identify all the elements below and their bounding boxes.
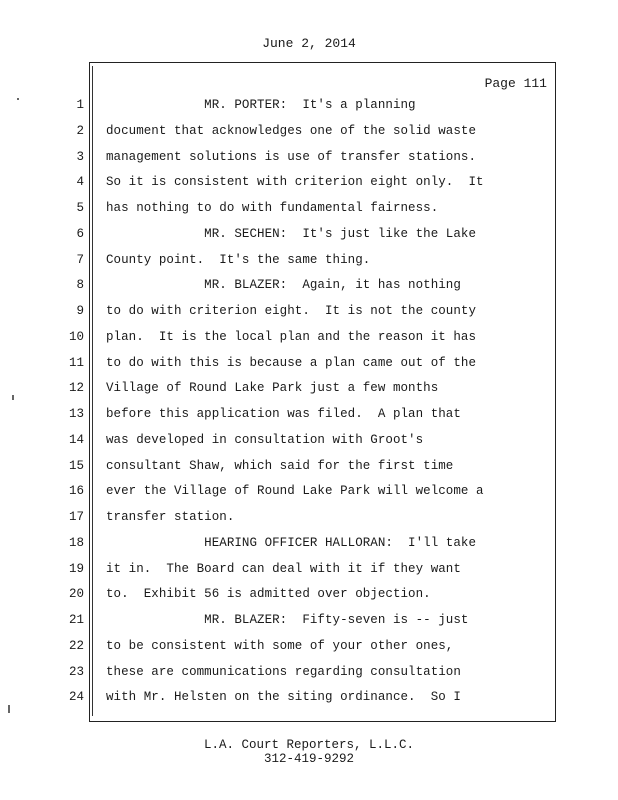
line-number: 1 bbox=[76, 98, 84, 112]
transcript-line-text: consultant Shaw, which said for the first time bbox=[106, 458, 454, 473]
transcript-line-text: So it is consistent with criterion eight only. It bbox=[106, 175, 484, 190]
transcript-line-text: ever the Village of Round Lake Park will welcome a bbox=[106, 484, 484, 499]
scan-speck bbox=[12, 395, 14, 400]
transcript-line-text: HEARING OFFICER HALLORAN: I'll take bbox=[106, 535, 477, 550]
line-number: 22 bbox=[68, 638, 84, 653]
transcript-line-text: MR. BLAZER: Again, it has nothing bbox=[106, 278, 461, 293]
transcript-line-text: management solutions is use of transfer stations. bbox=[106, 149, 477, 164]
line-number: 6 bbox=[76, 226, 84, 241]
line-number: 17 bbox=[68, 510, 84, 524]
transcript-line-text: was developed in consultation with Groot's bbox=[106, 432, 424, 447]
scan-speck bbox=[17, 98, 19, 100]
transcript-line-text: MR. BLAZER: Fifty-seven is -- just bbox=[106, 613, 469, 627]
line-number: 24 bbox=[68, 690, 84, 705]
transcript-line-text: Village of Round Lake Park just a few months bbox=[106, 381, 439, 396]
transcript-line-text: to do with criterion eight. It is not the county bbox=[106, 304, 477, 318]
transcript-line-text: with Mr. Helsten on the siting ordinance. So I bbox=[106, 690, 461, 705]
line-number: 2 bbox=[76, 123, 84, 138]
line-number: 5 bbox=[76, 201, 84, 215]
line-number: 19 bbox=[68, 561, 84, 576]
line-number: 4 bbox=[76, 175, 84, 190]
line-number: 9 bbox=[76, 304, 84, 318]
transcript-line-text: document that acknowledges one of the solid waste bbox=[106, 123, 477, 138]
line-number: 14 bbox=[68, 432, 84, 447]
line-number: 16 bbox=[68, 484, 84, 499]
line-number: 10 bbox=[68, 329, 84, 344]
line-number: 11 bbox=[68, 355, 84, 370]
document-date-header: June 2, 2014 bbox=[262, 36, 356, 51]
transcript-line-text: transfer station. bbox=[106, 510, 235, 524]
transcript-line-text: before this application was filed. A plan that bbox=[106, 407, 461, 421]
transcript-line-text: MR. SECHEN: It's just like the Lake bbox=[106, 226, 477, 241]
transcript-line-text: County point. It's the same thing. bbox=[106, 252, 371, 267]
transcript-line-text: MR. PORTER: It's a planning bbox=[106, 98, 416, 112]
line-number: 7 bbox=[76, 252, 84, 267]
transcript-line-text: to. Exhibit 56 is admitted over objection. bbox=[106, 587, 431, 602]
transcript-line-text: it in. The Board can deal with it if they want bbox=[106, 561, 461, 576]
footer-phone: 312-419-9292 bbox=[263, 752, 354, 766]
line-number: 15 bbox=[68, 458, 84, 473]
left-margin-rule bbox=[92, 66, 93, 716]
line-number: 20 bbox=[68, 587, 84, 602]
transcript-line-text: plan. It is the local plan and the reason it has bbox=[106, 329, 477, 344]
line-number: 8 bbox=[76, 278, 84, 293]
line-number: 3 bbox=[76, 149, 84, 164]
line-number: 12 bbox=[68, 381, 84, 396]
transcript-line-text: to do with this is because a plan came out of the bbox=[106, 355, 477, 370]
line-number: 13 bbox=[68, 407, 84, 421]
line-number: 23 bbox=[68, 664, 84, 679]
footer-company: L.A. Court Reporters, L.L.C. bbox=[203, 738, 415, 752]
line-number: 21 bbox=[68, 613, 84, 627]
scan-speck bbox=[8, 705, 10, 713]
transcript-line-text: has nothing to do with fundamental fairness. bbox=[106, 201, 439, 215]
transcript-line-text: these are communications regarding consultation bbox=[106, 664, 461, 679]
page-number-label: Page 111 bbox=[484, 76, 547, 91]
transcript-line-text: to be consistent with some of your other ones, bbox=[106, 638, 454, 653]
line-number: 18 bbox=[68, 535, 84, 550]
